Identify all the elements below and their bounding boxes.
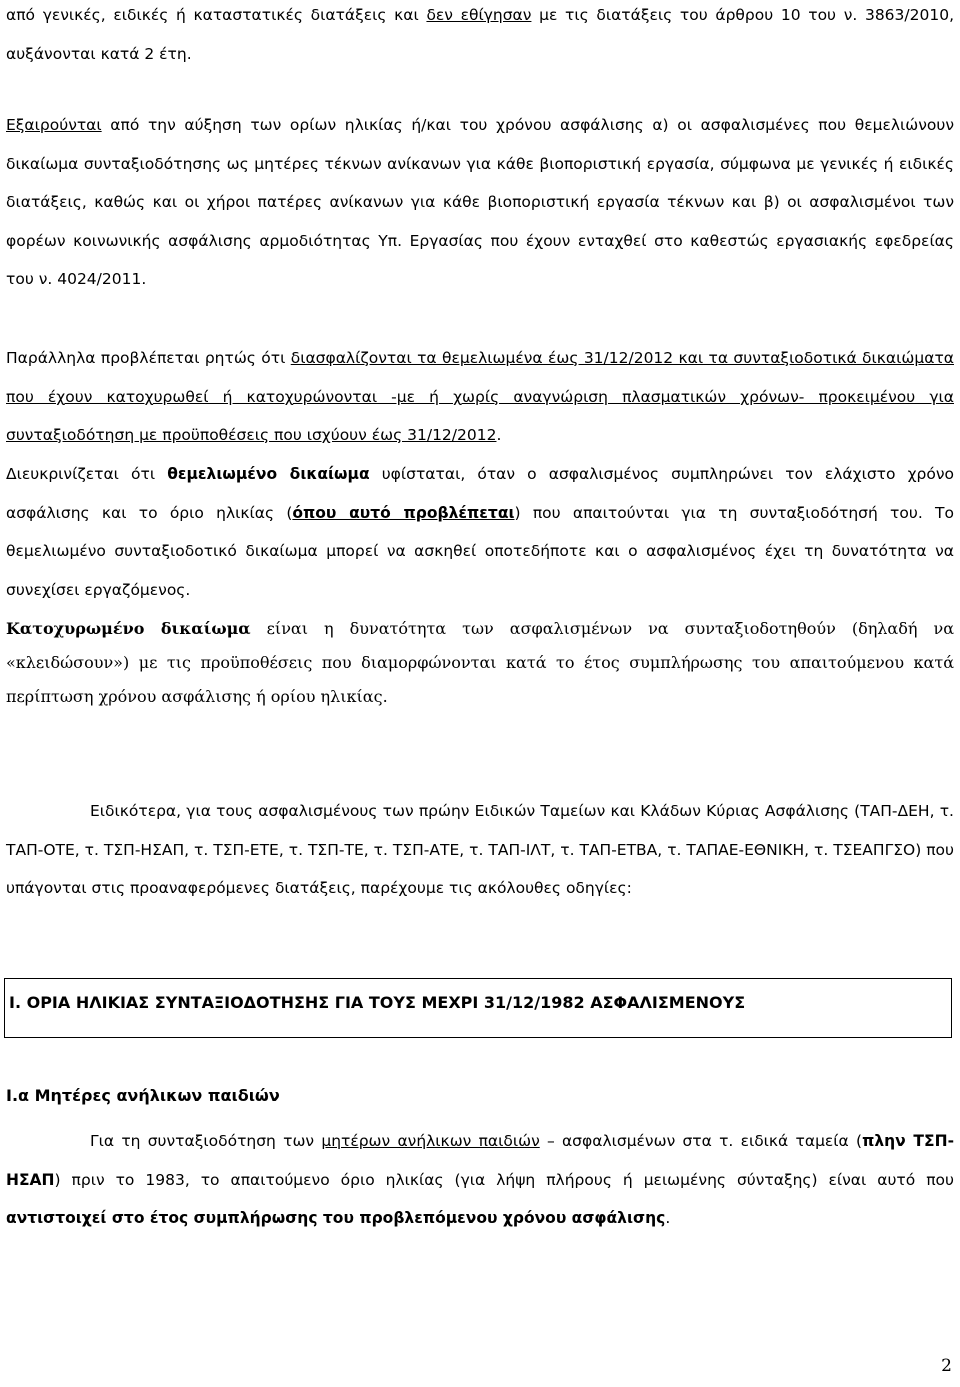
underlined-text: διασφαλίζονται τα θεμελιωμένα έως 31/12/2012 και τα συνταξιοδοτικά δικαιώματα που έχουν κατοχυρωθεί ή κατοχυρώνονται -με ή χωρίς αναγνώριση πλασματικών χρόνων- προκειμένου για συνταξιοδότηση με προϋποθέσεις που ισχύουν έως 31/12/2012 (6, 349, 954, 444)
paragraph-exceptions (6, 106, 954, 299)
underlined-text: μητέρων ανήλικων παιδιών (321, 1132, 540, 1150)
text: . (665, 1209, 671, 1227)
bold-text: αντιστοιχεί στο έτος συμπλήρωσης του προβλεπόμενου χρόνου ασφάλισης (6, 1209, 666, 1227)
subsection-heading: I.α Μητέρες ανήλικων παιδιών (6, 1086, 280, 1105)
text: – ασφαλισμένων στα τ. ειδικά ταμεία ( (539, 1132, 863, 1150)
paragraph-funds: Ειδικότερα, για τους ασφαλισμένους των πρώην Ειδικών Ταμείων και Κλάδων Κύριας Ασφάλισης (ΤΑΠ-ΔΕΗ, τ. ΤΑΠ-ΟΤΕ, τ. ΤΣΠ-ΗΣΑΠ, τ. ΤΣΠ-ΕΤΕ, τ. ΤΣΠ-ΤΕ, τ. ΤΣΠ-ΑΤΕ, τ. ΤΑΠ-ΙΛΤ, τ. ΤΑΠ-ΕΤΒΑ, τ. ΤΑΠΑΕ-ΕΘΝΙΚΗ, τ. ΤΣΕΑΠΓΣΟ) που υπάγονται στις προαναφερόμενες διατάξεις, παρέχουμε τις ακόλουθες οδηγίες: (6, 802, 954, 897)
text: ) που απαιτούνται για τη συνταξιοδότησή του. Το θεμελιωμένο συνταξιοδοτικό δικαίωμα μπορεί να ασκηθεί οποτεδήποτε και ο ασφαλισμένος έχει τη δυνατότητα να συνεχίσει εργαζόμενος. (6, 503, 954, 599)
paragraph-mothers (6, 1122, 954, 1238)
underlined-text: Εξαιρούνται (6, 116, 102, 134)
text: . (496, 426, 502, 444)
underlined-text: δεν εθίγησαν (426, 6, 532, 24)
text: είναι η δυνατότητα των ασφαλισμένων να συνταξιοδοτηθούν (δηλαδή να «κλειδώσουν») με τις προϋποθέσεις που διαμορφώνονται κατά το έτος συμπλήρωσης του απαιτούμενου κατά περίπτωση χρόνου ασφάλισης ή ορίου ηλικίας. (6, 619, 955, 706)
bold-text: θεμελιωμένο δικαίωμα (167, 465, 370, 483)
text: ) πριν το 1983, το απαιτούμενο όριο ηλικίας (για λήψη πλήρους ή μειωμένης σύνταξης) είναι αυτό που (54, 1170, 954, 1189)
text: Διευκρινίζεται ότι (6, 465, 168, 483)
paragraph-established-right (6, 455, 954, 609)
text: Για τη συνταξιοδότηση των (90, 1132, 322, 1150)
bold-underlined-text: όπου αυτό προβλέπεται (292, 503, 515, 522)
paragraph-vested-right (6, 612, 954, 714)
paragraph-safeguards (6, 339, 954, 455)
text: Παράλληλα προβλέπεται ρητώς ότι (6, 349, 291, 367)
text: με τις διατάξεις του άρθρου 10 του ν. 3863/2010, αυξάνονται κατά 2 έτη. (6, 6, 954, 63)
paragraph-continuation (6, 0, 954, 73)
text: από την αύξηση των ορίων ηλικίας ή/και του χρόνου ασφάλισης α) οι ασφαλισμένες που θεμελιώνουν δικαίωμα συνταξιοδότησης ως μητέρες τέκνων ανίκανων για κάθε βιοποριστική εργασία, σύμφωνα με γενικές ή ειδικές διατάξεις, καθώς και οι χήροι πατέρες ανίκανων για κάθε βιοποριστική εργασία τέκνων και β) οι ασφαλισμένοι των φορέων κοινωνικής ασφάλισης αρμοδιότητας Υπ. Εργασίας που έχουν ενταχθεί στο καθεστώς εργασιακής εφεδρείας του ν. 4024/2011. (6, 116, 954, 288)
bold-text: Κατοχυρωμένο δικαίωμα (6, 619, 251, 638)
section-heading: I. ΟΡΙΑ ΗΛΙΚΙΑΣ ΣΥΝΤΑΞΙΟΔΟΤΗΣΗΣ ΓΙΑ ΤΟΥΣ ΜΕΧΡΙ 31/12/1982 ΑΣΦΑΛΙΣΜΕΝΟΥΣ (9, 993, 746, 1012)
page-number: 2 (941, 1356, 952, 1376)
bold-text: πλην ΤΣΠ-ΗΣΑΠ (6, 1132, 954, 1189)
section-heading-box (4, 978, 952, 1038)
text: από γενικές, ειδικές ή καταστατικές διατάξεις και (6, 6, 427, 24)
text: υφίσταται, όταν ο ασφαλισμένος συμπληρώνει τον ελάχιστο χρόνο ασφάλισης και το όριο ηλικίας ( (6, 465, 954, 522)
